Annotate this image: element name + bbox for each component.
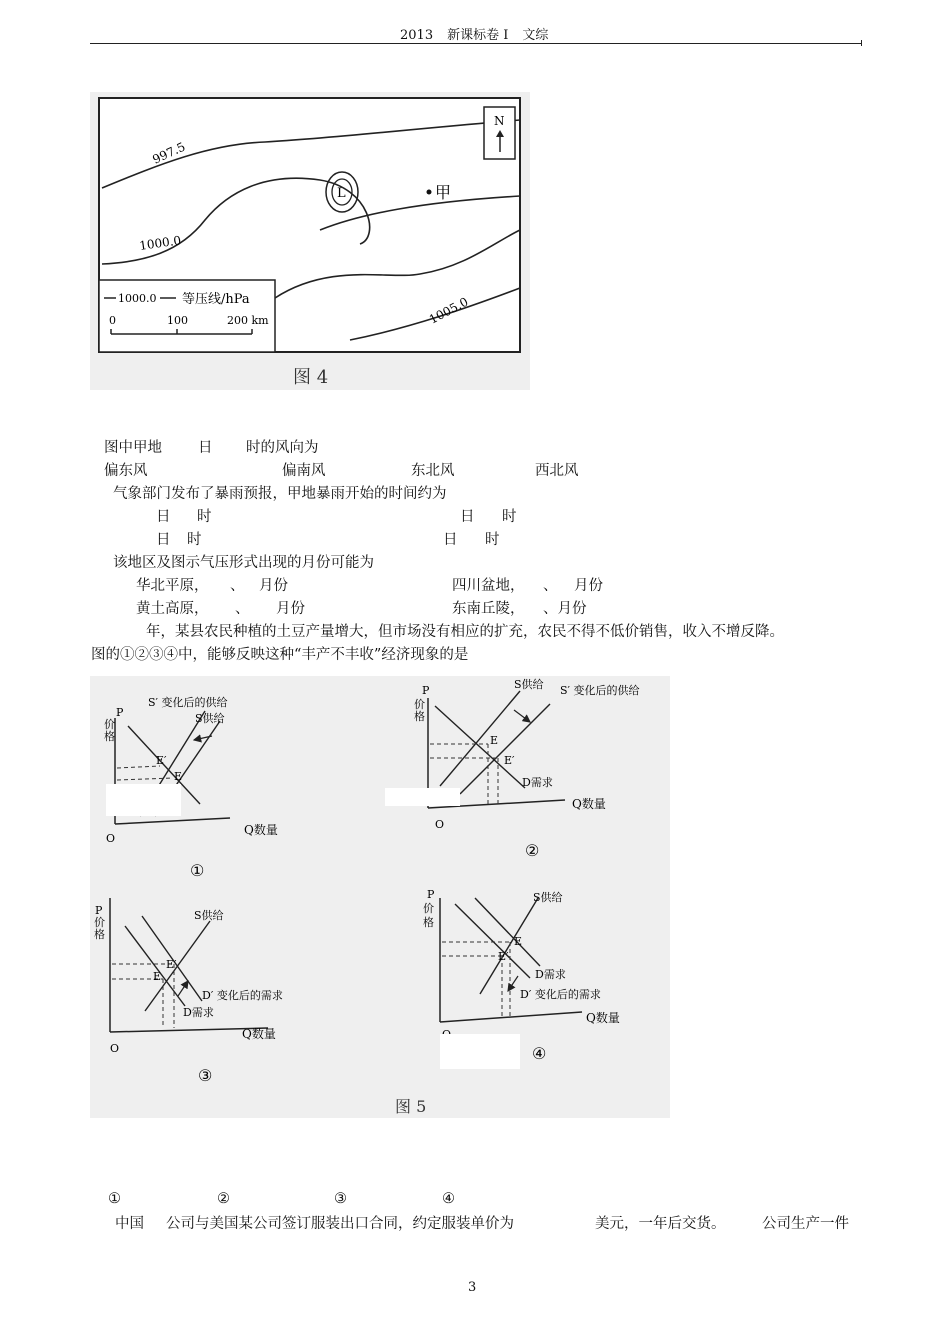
scale-200: 200 km	[227, 314, 269, 327]
demand-label-4: D需求	[535, 968, 566, 981]
figure-5-caption: 图 5	[395, 1097, 427, 1116]
q3-option-a-month: 月份	[259, 578, 288, 594]
p-axis-label-4: P	[427, 888, 435, 901]
q5-text-a: 中国	[115, 1216, 144, 1232]
q-axis-label-1: Q数量	[244, 823, 278, 837]
q2-option-a-hour: 时	[197, 509, 212, 525]
price-label-1-a: 价	[104, 718, 115, 731]
supply-label-3: S供给	[194, 909, 224, 922]
q1-stem-a: 图中甲地	[104, 440, 162, 456]
shift-arrow-1	[194, 736, 212, 740]
p-axis-label-3: P	[95, 904, 103, 917]
price-label-1-b: 格	[104, 730, 115, 743]
panel-1	[104, 695, 278, 880]
q-axis-label-3: Q数量	[242, 1027, 276, 1041]
e-label-3: E	[153, 970, 162, 983]
e-prime-label-2: E′	[504, 754, 515, 767]
header-year: 2013	[400, 28, 434, 43]
e-label-2: E	[490, 734, 499, 747]
header-rule-end	[861, 40, 862, 46]
redaction-4	[440, 1034, 520, 1069]
q3-option-a: 华北平原，	[136, 578, 209, 594]
figure-4-isobar-map	[90, 92, 530, 390]
place-dot	[427, 190, 432, 195]
p-axis-label-1: P	[116, 706, 124, 719]
redaction-1	[106, 784, 181, 816]
q1-option-a: 偏东风	[104, 463, 148, 479]
price-label-2-a: 价	[414, 698, 425, 711]
page-number: 3	[468, 1280, 477, 1295]
q4-option-3: ③	[334, 1191, 347, 1207]
q-axis-label-2: Q数量	[572, 797, 606, 811]
q3-option-c-sep: 、	[235, 601, 250, 617]
q2-option-d-day: 日	[443, 532, 458, 548]
header-subject: 文综	[522, 28, 549, 43]
q1-stem-b: 日	[198, 440, 213, 456]
e-prime-label-4: E′	[498, 950, 509, 963]
panel-2	[385, 677, 640, 860]
q5-text-b: 公司与美国某公司签订服装出口合同，约定服装单价为	[166, 1216, 514, 1232]
shift-arrow-2	[514, 710, 530, 722]
q3-option-b: 四川盆地，	[452, 578, 525, 594]
q2-option-d-hour: 时	[485, 532, 500, 548]
q1-stem-c: 时的风向为	[246, 440, 319, 456]
origin-3: O	[110, 1042, 120, 1055]
q5-text-c: 美元，一年后交货。	[595, 1216, 726, 1232]
price-label-3-b: 格	[94, 928, 105, 941]
header-rule	[90, 43, 862, 44]
isobar-label-1005: 1005.0	[426, 294, 471, 327]
e-prime-label-3: E′	[166, 958, 177, 971]
panel-num-3: ③	[198, 1066, 213, 1085]
north-label: N	[494, 114, 505, 128]
e-label-4: E	[514, 935, 523, 948]
q3-option-d: 东南丘陵，	[452, 601, 525, 617]
header-title: 新课标卷 I	[447, 28, 509, 43]
figure-5-supply-demand	[90, 676, 670, 1118]
q4-option-4: ④	[442, 1191, 455, 1207]
q3-option-a-sep: 、	[230, 578, 245, 594]
q4-option-1: ①	[108, 1191, 121, 1207]
redaction-2	[385, 788, 460, 806]
price-label-4-b: 格	[423, 916, 434, 929]
page-header	[400, 24, 562, 43]
q2-option-c-day: 日	[156, 532, 171, 548]
q2-stem: 气象部门发布了暴雨预报，甲地暴雨开始的时间约为	[113, 486, 447, 502]
supply-new-label-1: S′ 变化后的供给	[148, 696, 228, 709]
q5-text-d: 公司生产一件	[762, 1216, 849, 1232]
isobar-label-1000: 1000.0	[138, 233, 183, 253]
q3-option-d-month: 、月份	[543, 601, 587, 617]
q1-option-b: 偏南风	[282, 463, 326, 479]
demand-new-label-4: D′ 变化后的需求	[520, 988, 601, 1001]
q3-option-c-month: 月份	[276, 601, 305, 617]
q2-option-b-hour: 时	[502, 509, 517, 525]
q2-option-c-hour: 时	[187, 532, 202, 548]
q2-option-b-day: 日	[460, 509, 475, 525]
isobar-label-997-5: 997.5	[150, 139, 188, 167]
q3-stem: 该地区及图示气压形式出现的月份可能为	[113, 555, 374, 571]
scale-0: 0	[109, 314, 116, 327]
p-axis-label-2: P	[422, 684, 430, 697]
panel-3	[94, 898, 283, 1085]
supply-label-4: S供给	[533, 891, 563, 904]
q3-option-b-month: 月份	[574, 578, 603, 594]
q1-stem	[104, 436, 162, 457]
q-axis-label-4: Q数量	[586, 1011, 620, 1025]
legend-text: 等压线/hPa	[182, 292, 250, 307]
legend-value: 1000.0	[118, 292, 157, 305]
q1-option-d: 西北风	[535, 463, 579, 479]
price-label-3-a: 价	[94, 916, 105, 929]
e-prime-label-1: E′	[156, 754, 167, 767]
place-label: 甲	[435, 183, 452, 202]
panel-4	[423, 888, 620, 1069]
demand-new-label-3: D′ 变化后的需求	[202, 989, 283, 1002]
q2-option-a-day: 日	[156, 509, 171, 525]
panel-num-1: ①	[190, 861, 205, 880]
price-label-2-b: 格	[414, 710, 425, 723]
q4-stem-line-2: 图的①②③④中，能够反映这种“丰产不丰收”经济现象的是	[91, 647, 469, 663]
supply-label-2: S供给	[514, 678, 544, 691]
q1-option-c: 东北风	[411, 463, 455, 479]
supply-new-label-2: S′ 变化后的供给	[560, 684, 640, 697]
scale-100: 100	[167, 314, 188, 327]
e-label-1: E	[174, 770, 183, 783]
figure-4-caption: 图 4	[293, 367, 329, 388]
supply-label-1: S供给	[195, 712, 225, 725]
price-label-4-a: 价	[423, 902, 434, 915]
shift-arrow-3	[178, 981, 188, 996]
q4-stem-line-1: 年，某县农民种植的土豆产量增大，但市场没有相应的扩充，农民不得不低价销售，收入不增反降。	[146, 624, 784, 640]
panel-num-2: ②	[525, 841, 540, 860]
demand-label-2: D需求	[522, 776, 553, 789]
q3-option-b-sep: 、	[543, 578, 558, 594]
origin-1: O	[106, 832, 116, 845]
origin-2: O	[435, 818, 445, 831]
q3-option-c: 黄土高原，	[136, 601, 209, 617]
panel-num-4: ④	[532, 1044, 547, 1063]
low-pressure-label: L	[337, 186, 346, 201]
q4-option-2: ②	[217, 1191, 230, 1207]
demand-label-3: D需求	[183, 1006, 214, 1019]
